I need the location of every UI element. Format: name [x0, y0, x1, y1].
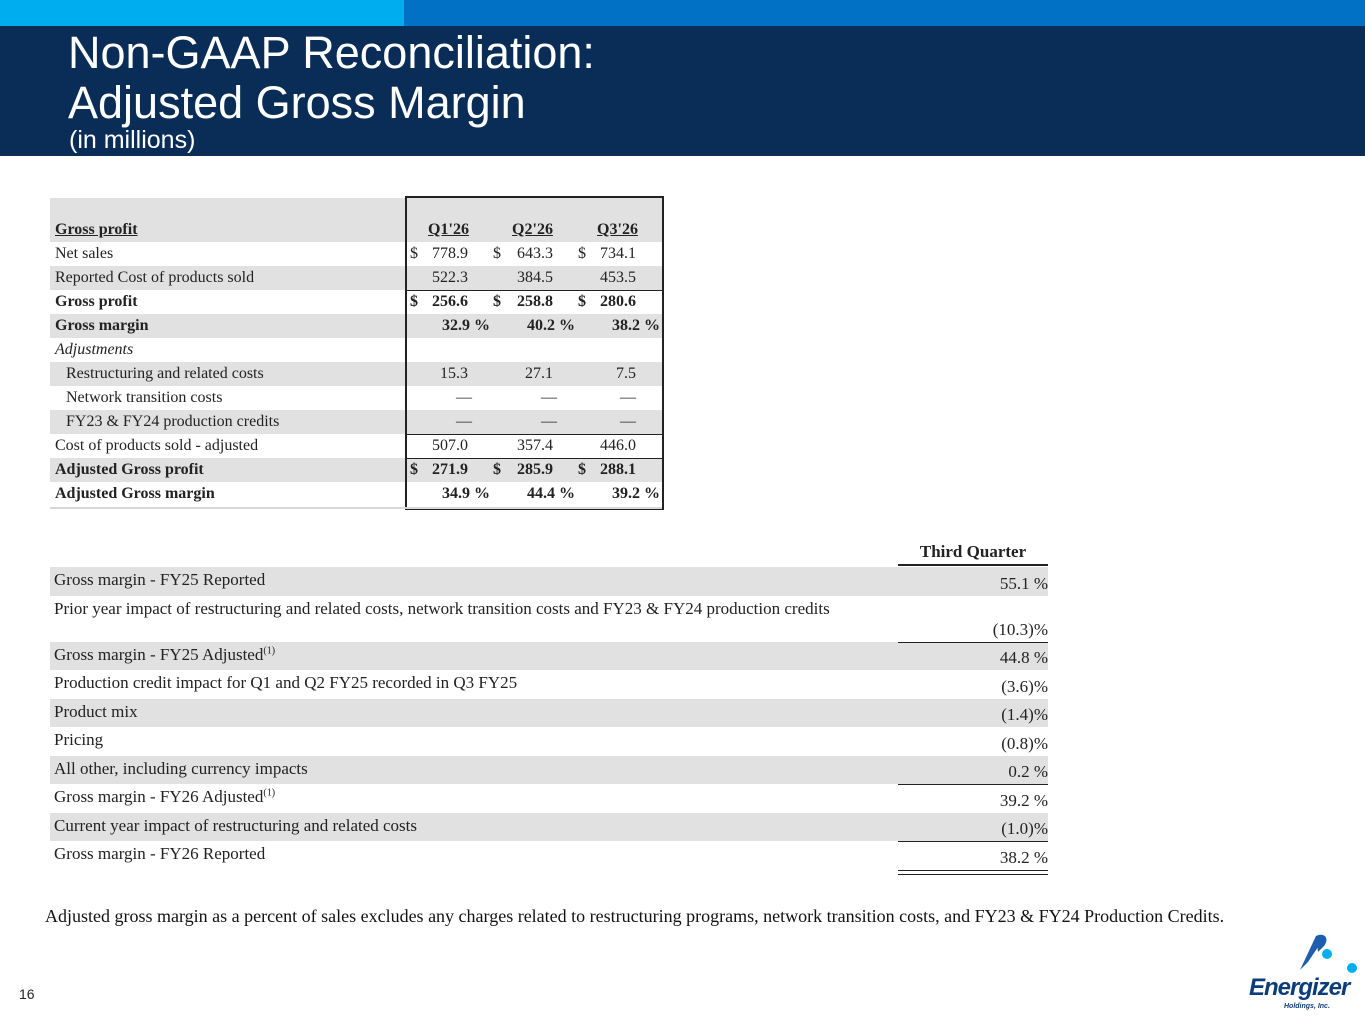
table-row	[50, 596, 1048, 642]
currency-symbol: $	[578, 245, 586, 262]
row-label: Restructuring and related costs	[66, 365, 264, 382]
row-label: Gross margin - FY25 Reported	[54, 570, 266, 589]
row-value: (10.3)%	[992, 619, 1048, 639]
table-row	[50, 727, 1048, 756]
row-value: 44.8 %	[999, 648, 1048, 667]
cell-value: —	[456, 389, 472, 406]
cell-value: 15.3	[440, 365, 468, 382]
cell-value: 288.1	[600, 461, 636, 478]
row-value: 39.2 %	[999, 790, 1048, 810]
cell-value: —	[456, 413, 472, 430]
table-row	[50, 567, 1048, 596]
table-row	[50, 434, 662, 458]
cell-value: 384.5	[517, 269, 553, 286]
slide-title	[68, 28, 595, 128]
cell-value: 39.2 %	[612, 485, 660, 502]
cell-value: 643.3	[517, 245, 553, 262]
row-label: Gross margin - FY26 Reported	[54, 844, 266, 863]
row-value: (3.6)%	[1001, 676, 1048, 696]
table-row	[50, 756, 1048, 785]
footnote-text: Adjusted gross margin as a percent of sales excludes any charges related to restructuring programs, network transition costs, and FY23 & FY24 Production Credits.	[45, 906, 1225, 926]
table-row	[50, 813, 1048, 842]
row-label: Prior year impact of restructuring and related costs, network transition costs and FY23 & FY24 production credits	[54, 598, 830, 618]
cell-value: 446.0	[600, 437, 636, 454]
top-accent-bar-light	[0, 0, 404, 26]
row-label: Net sales	[55, 245, 114, 262]
table-row	[50, 458, 662, 482]
cell-value: 40.2 %	[527, 317, 575, 334]
currency-symbol: $	[578, 293, 586, 310]
col-header-third-quarter: Third Quarter	[898, 542, 1048, 566]
col-header-q1: Q1'26	[428, 221, 469, 238]
table-row	[50, 242, 662, 266]
title-line-2: Adjusted Gross Margin	[68, 77, 526, 128]
footnote-marker: (1)	[263, 787, 276, 799]
row-value: 38.2 %	[999, 847, 1048, 867]
row-value: (1.4)%	[1001, 705, 1048, 724]
cell-value: 271.9	[432, 461, 468, 478]
row-label: Reported Cost of products sold	[55, 269, 255, 286]
row-value: 0.2 %	[1008, 762, 1048, 781]
currency-symbol: $	[410, 461, 418, 478]
row-value: (1.0)%	[1001, 819, 1048, 838]
row-label-text: Gross margin - FY26 Adjusted	[54, 787, 264, 806]
currency-symbol: $	[410, 245, 418, 262]
row-label	[54, 646, 884, 664]
cell-value: 507.0	[432, 437, 468, 454]
cell-value: 44.4 %	[527, 485, 575, 502]
cell-value: 453.5	[600, 269, 636, 286]
row-label: Adjusted Gross margin	[55, 485, 215, 502]
logo-subtext: Holdings, Inc.	[1284, 1003, 1330, 1010]
currency-symbol: $	[493, 293, 501, 310]
row-label: All other, including currency impacts	[54, 758, 308, 778]
row-label	[54, 788, 884, 806]
table-row	[50, 314, 662, 338]
row-label: Network transition costs	[66, 389, 223, 406]
gross-profit-table	[50, 198, 662, 506]
cell-value: 38.2 %	[612, 317, 660, 334]
currency-symbol: $	[410, 293, 418, 310]
cell-value: 285.9	[517, 461, 553, 478]
table-bottom-rule	[50, 507, 662, 509]
currency-symbol: $	[578, 461, 586, 478]
row-label: Gross margin	[55, 317, 149, 334]
cell-value: —	[620, 413, 636, 430]
row-label: Product mix	[54, 701, 138, 721]
row-label: FY23 & FY24 production credits	[66, 413, 280, 430]
table-row	[50, 482, 662, 506]
currency-symbol: $	[493, 461, 501, 478]
table-row	[50, 266, 662, 290]
col-header-q2: Q2'26	[512, 221, 553, 238]
cell-value: —	[541, 413, 557, 430]
row-label: Adjusted Gross profit	[55, 461, 204, 478]
table-row	[50, 290, 662, 314]
table-row	[50, 642, 1048, 671]
cell-value: 27.1	[525, 365, 553, 382]
cell-value: 256.6	[432, 293, 468, 310]
table-row	[50, 362, 662, 386]
table-row	[50, 386, 662, 410]
header-label: Gross profit	[55, 221, 138, 238]
row-label: Current year impact of restructuring and related costs	[54, 815, 418, 835]
cell-value: 7.5	[616, 365, 636, 382]
cell-value: —	[541, 389, 557, 406]
margin-bridge-table	[50, 540, 1048, 870]
row-label-text: Gross margin - FY25 Adjusted	[54, 644, 264, 664]
double-underline	[898, 870, 1048, 875]
row-label: Adjustments	[55, 341, 134, 358]
row-label: Gross profit	[55, 293, 138, 310]
page-number: 16	[19, 986, 35, 1002]
table-header-row	[50, 198, 662, 242]
cell-value: 34.9 %	[442, 485, 490, 502]
row-label: Cost of products sold - adjusted	[55, 437, 259, 454]
table-row	[50, 670, 1048, 699]
cell-value: 280.6	[600, 293, 636, 310]
cell-value: —	[620, 389, 636, 406]
table-header-row	[50, 540, 1048, 567]
table-row	[50, 699, 1048, 728]
row-value: (0.8)%	[1001, 733, 1048, 753]
cell-value: 258.8	[517, 293, 553, 310]
row-label: Pricing	[54, 730, 104, 749]
cell-value: 778.9	[432, 245, 468, 262]
currency-symbol: $	[493, 245, 501, 262]
cell-value: 522.3	[432, 269, 468, 286]
cell-value: 32.9 %	[442, 317, 490, 334]
row-label: Production credit impact for Q1 and Q2 FY25 recorded in Q3 FY25	[54, 673, 518, 692]
top-accent-bar	[404, 0, 1365, 26]
table-row	[50, 841, 1048, 870]
logo-wordmark: Energizer	[1249, 974, 1350, 1001]
cell-value: 357.4	[517, 437, 553, 454]
row-value: 55.1 %	[999, 573, 1048, 593]
table-row	[50, 410, 662, 434]
title-line-1: Non-GAAP Reconciliation:	[68, 27, 595, 78]
footnote-marker: (1)	[263, 644, 276, 656]
col-header-q3: Q3'26	[597, 221, 638, 238]
table-row	[50, 338, 662, 362]
table-row	[50, 784, 1048, 813]
slide-subtitle: (in millions)	[69, 126, 196, 154]
cell-value: 734.1	[600, 245, 636, 262]
